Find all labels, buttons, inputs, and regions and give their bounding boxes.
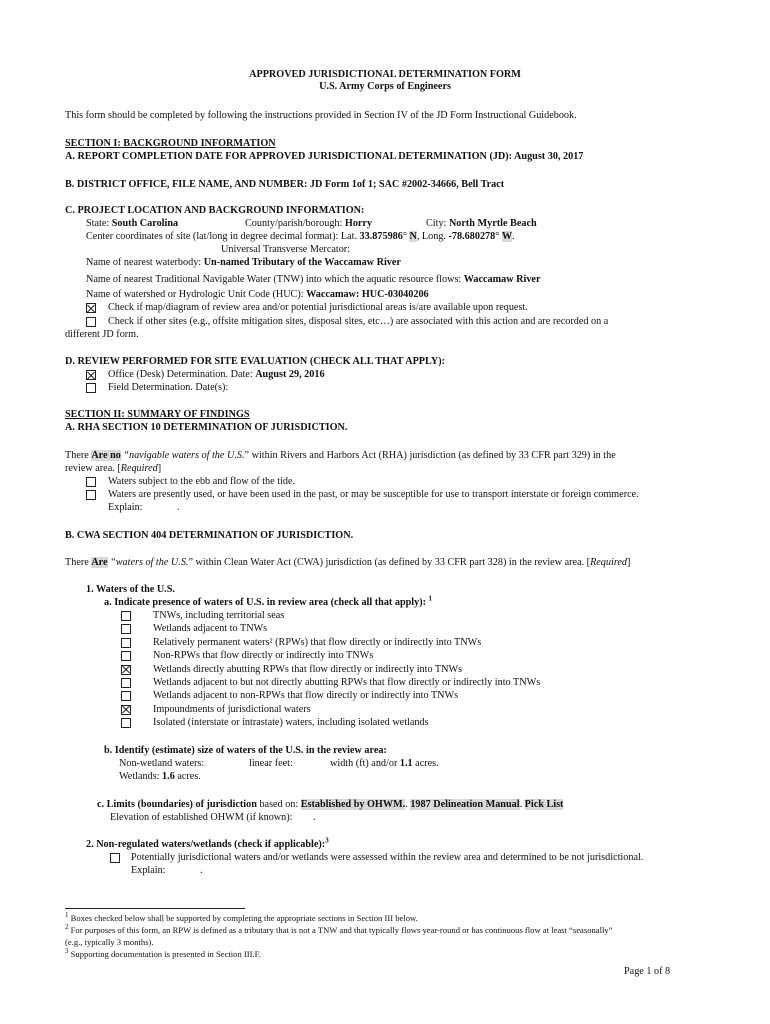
other-sites-checkbox[interactable] <box>86 317 96 327</box>
limits-jurisdiction: c. Limits (boundaries) of jurisdiction based on: Established by OHWM.. 1987 Delineation Manual. Pick List <box>97 799 564 810</box>
section-1-heading: SECTION I: BACKGROUND INFORMATION <box>65 138 276 149</box>
city-field: City: North Myrtle Beach <box>426 218 537 229</box>
width-acres-field: width (ft) and/or 1.1 acres. <box>330 758 439 769</box>
footnote-2: $^2$ For purposes of this form, an RPW is defined as a tributary that is not a TNW and that typically flows year-round or has continuous flow at least “seasonally” <box>65 923 613 935</box>
pick-list-dropdown[interactable]: Pick List <box>524 799 564 810</box>
nearest-waterbody: Name of nearest waterbody: Un-named Tributary of the Waccamaw River <box>86 257 401 268</box>
state-field: State: South Carolina <box>86 218 179 229</box>
footnote-divider <box>65 908 245 909</box>
tidal-waters-label: Waters subject to the ebb and flow of the tide. <box>108 476 296 487</box>
water-type-checkbox[interactable] <box>121 638 131 648</box>
form-title: APPROVED JURISDICTIONAL DETERMINATION FORM <box>249 69 521 80</box>
wetlands-acres-field: Wetlands: 1.6 acres. <box>119 771 201 782</box>
other-sites-label: Check if other sites (e.g., offsite mitigation sites, disposal sites, etc…) are associated with this action and are recorded on a <box>108 316 609 327</box>
water-type-label: Non-RPWs that flow directly or indirectly into TNWs <box>153 650 374 662</box>
rha-explain-value[interactable]: . <box>177 502 180 513</box>
waters-of-us-heading: 1. Waters of the U.S. <box>86 584 175 595</box>
water-type-label: Impoundments of jurisdictional waters <box>153 703 311 715</box>
rha-explain-label: Explain: <box>108 502 143 513</box>
field-determination-label: Field Determination. Date(s): <box>108 382 229 393</box>
size-heading: b. Identify (estimate) size of waters of the U.S. in the review area: <box>104 745 387 756</box>
not-jurisdictional-label: Potentially jurisdictional waters and/or wetlands were assessed within the review area and determined to be not jurisdictional. <box>131 852 644 863</box>
tidal-waters-checkbox[interactable] <box>86 477 96 487</box>
coordinates-field: Center coordinates of site (lat/long in degree decimal format): Lat. 33.875986° N, Long. -78.680278° W. <box>86 231 515 242</box>
ohwm-dropdown[interactable]: Established by OHWM. <box>300 799 406 810</box>
commerce-waters-label: Waters are presently used, or have been used in the past, or may be susceptible for use to transport interstate or foreign commerce. <box>108 489 639 500</box>
water-type-checkbox[interactable] <box>121 665 131 675</box>
map-available-label: Check if map/diagram of review area and/or potential jurisdictional areas is/are available upon request. <box>108 302 528 313</box>
manual-dropdown[interactable]: 1987 Delineation Manual <box>410 799 520 810</box>
non-regulated-explain-label: Explain: <box>131 865 166 876</box>
page-number: Page 1 of 8 <box>624 966 671 977</box>
water-type-checkbox[interactable] <box>121 678 131 688</box>
water-type-checkbox[interactable] <box>121 651 131 661</box>
intro-text: This form should be completed by following the instructions provided in Section IV of the JD Form Instructional Guidebook. <box>65 110 577 121</box>
non-regulated-explain-value[interactable]: . <box>200 865 203 876</box>
non-wetland-label: Non-wetland waters: <box>119 758 205 769</box>
other-sites-label-cont: different JD form. <box>65 329 139 340</box>
ohwm-elevation-label: Elevation of established OHWM (if known): <box>110 812 293 823</box>
footnote-2-cont: (e.g., typically 3 months). <box>65 937 154 947</box>
watershed-huc: Name of watershed or Hydrologic Unit Code (HUC): Waccamaw: HUC-03040206 <box>86 289 429 300</box>
section-1a: A. REPORT COMPLETION DATE FOR APPROVED JURISDICTIONAL DETERMINATION (JD): August 30, 2017 <box>65 151 584 162</box>
section-1c-heading: C. PROJECT LOCATION AND BACKGROUND INFORMATION: <box>65 205 365 216</box>
water-type-label: Wetlands directly abutting RPWs that flow directly or indirectly into TNWs <box>153 663 463 675</box>
cwa-statement: There Are “waters of the U.S.” within Clean Water Act (CWA) jurisdiction (as defined by 33 CFR part 328) in the review area. [Required] <box>65 557 631 568</box>
linear-feet-label: linear feet: <box>249 758 293 769</box>
ohwm-elevation-value[interactable]: . <box>313 812 316 823</box>
indicate-presence-heading: a. Indicate presence of waters of U.S. in review area (check all that apply): $^1$ <box>104 594 433 608</box>
county-field: County/parish/borough: Horry <box>245 218 373 229</box>
rha-statement: There Are no “navigable waters of the U.S.” within Rivers and Harbors Act (RHA) jurisdiction (as defined by 33 CFR part 329) in the <box>65 450 616 461</box>
nearest-tnw: Name of nearest Traditional Navigable Water (TNW) into which the aquatic resource flows: Waccamaw River <box>86 274 541 285</box>
water-type-label: Relatively permanent waters² (RPWs) that flow directly or indirectly into TNWs <box>153 636 482 648</box>
office-determination-label: Office (Desk) Determination. Date: August 29, 2016 <box>108 369 325 380</box>
water-type-label: Isolated (interstate or intrastate) waters, including isolated wetlands <box>153 717 429 729</box>
map-available-checkbox[interactable] <box>86 303 96 313</box>
utm-field: Universal Transverse Mercator: <box>221 244 351 255</box>
field-determination-checkbox[interactable] <box>86 383 96 393</box>
commerce-waters-checkbox[interactable] <box>86 490 96 500</box>
water-type-label: TNWs, including territorial seas <box>153 610 285 621</box>
section-1b: B. DISTRICT OFFICE, FILE NAME, AND NUMBER: JD Form 1of 1; SAC #2002-34666, Bell Tract <box>65 179 505 190</box>
water-type-label: Wetlands adjacent to non-RPWs that flow directly or indirectly into TNWs <box>153 690 459 702</box>
water-type-checkbox[interactable] <box>121 705 131 715</box>
section-2-heading: SECTION II: SUMMARY OF FINDINGS <box>65 409 250 420</box>
water-type-label: Wetlands adjacent to TNWs <box>153 623 268 635</box>
water-type-checkbox[interactable] <box>121 691 131 701</box>
footnote-1: $^1$ Boxes checked below shall be supported by completing the appropriate sections in Section III below. <box>65 911 418 923</box>
section-2b-heading: B. CWA SECTION 404 DETERMINATION OF JURISDICTION. <box>65 530 354 541</box>
footnote-3: $^3$ Supporting documentation is presented in Section III.F. <box>65 947 261 959</box>
water-type-label: Wetlands adjacent to but not directly abutting RPWs that flow directly or indirectly into TNWs <box>153 677 541 688</box>
rha-statement-cont: review area. [Required] <box>65 463 162 474</box>
water-type-checkbox[interactable] <box>121 718 131 728</box>
section-1d-heading: D. REVIEW PERFORMED FOR SITE EVALUATION (CHECK ALL THAT APPLY): <box>65 356 446 367</box>
section-2a-heading: A. RHA SECTION 10 DETERMINATION OF JURISDICTION. <box>65 422 348 433</box>
water-type-checkbox[interactable] <box>121 611 131 621</box>
form-subtitle: U.S. Army Corps of Engineers <box>319 81 451 92</box>
non-regulated-heading: 2. Non-regulated waters/wetlands (check if applicable):$^3$ <box>86 836 329 850</box>
office-determination-checkbox[interactable] <box>86 370 96 380</box>
water-type-checkbox[interactable] <box>121 624 131 634</box>
not-jurisdictional-checkbox[interactable] <box>110 853 120 863</box>
